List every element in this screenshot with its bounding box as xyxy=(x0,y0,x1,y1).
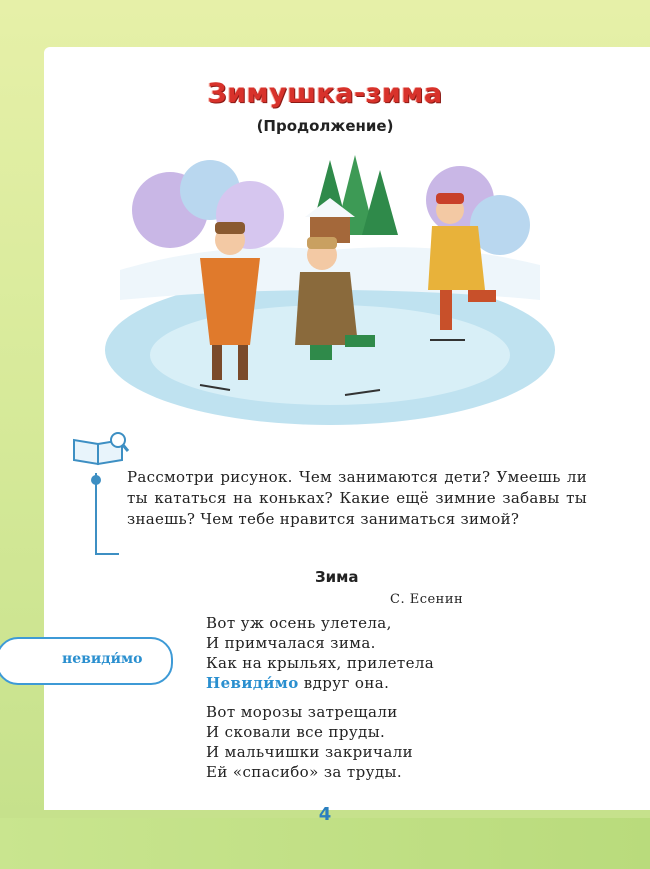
task-text: Рассмотри рисунок. Чем занимаются дети? Умеешь ли ты кататься на коньках? Какие ещё зимние забавы ты знаешь? Чем тебе нравится заниматься зимой? xyxy=(127,468,587,528)
poem-line: Вот морозы затрещали xyxy=(206,703,398,721)
poem-line: Вот уж осень улетела, xyxy=(206,614,392,632)
poem-stanza-1 xyxy=(206,613,434,693)
book-magnifier-icon xyxy=(70,430,132,472)
poem-author: С. Есенин xyxy=(390,592,464,607)
poem-line xyxy=(206,673,434,693)
highlighted-word: Невиди́мо xyxy=(206,674,299,692)
skating-children-illustration xyxy=(100,140,560,430)
page-title: Зимушка-зима xyxy=(207,78,443,109)
poem-stanza-2 xyxy=(206,702,413,782)
poem-line: И примчалася зима. xyxy=(206,634,376,652)
page-subtitle: (Продолжение) xyxy=(256,117,394,135)
task-marker xyxy=(95,473,119,555)
poem-line: Как на крыльях, прилетела xyxy=(206,654,435,672)
pine-tree xyxy=(362,170,398,235)
bottom-band xyxy=(0,818,650,869)
vocabulary-word: невиди́мо xyxy=(62,651,143,667)
poem-title: Зима xyxy=(315,568,359,586)
page-number: 4 xyxy=(318,804,332,825)
poem-line: И сковали все пруды. xyxy=(206,723,386,741)
poem-line-rest: вдруг она. xyxy=(298,674,390,692)
poem-line: И мальчишки закричали xyxy=(206,743,414,761)
poem-line: Ей «спасибо» за труды. xyxy=(206,763,402,781)
vocabulary-word-box xyxy=(0,637,173,685)
